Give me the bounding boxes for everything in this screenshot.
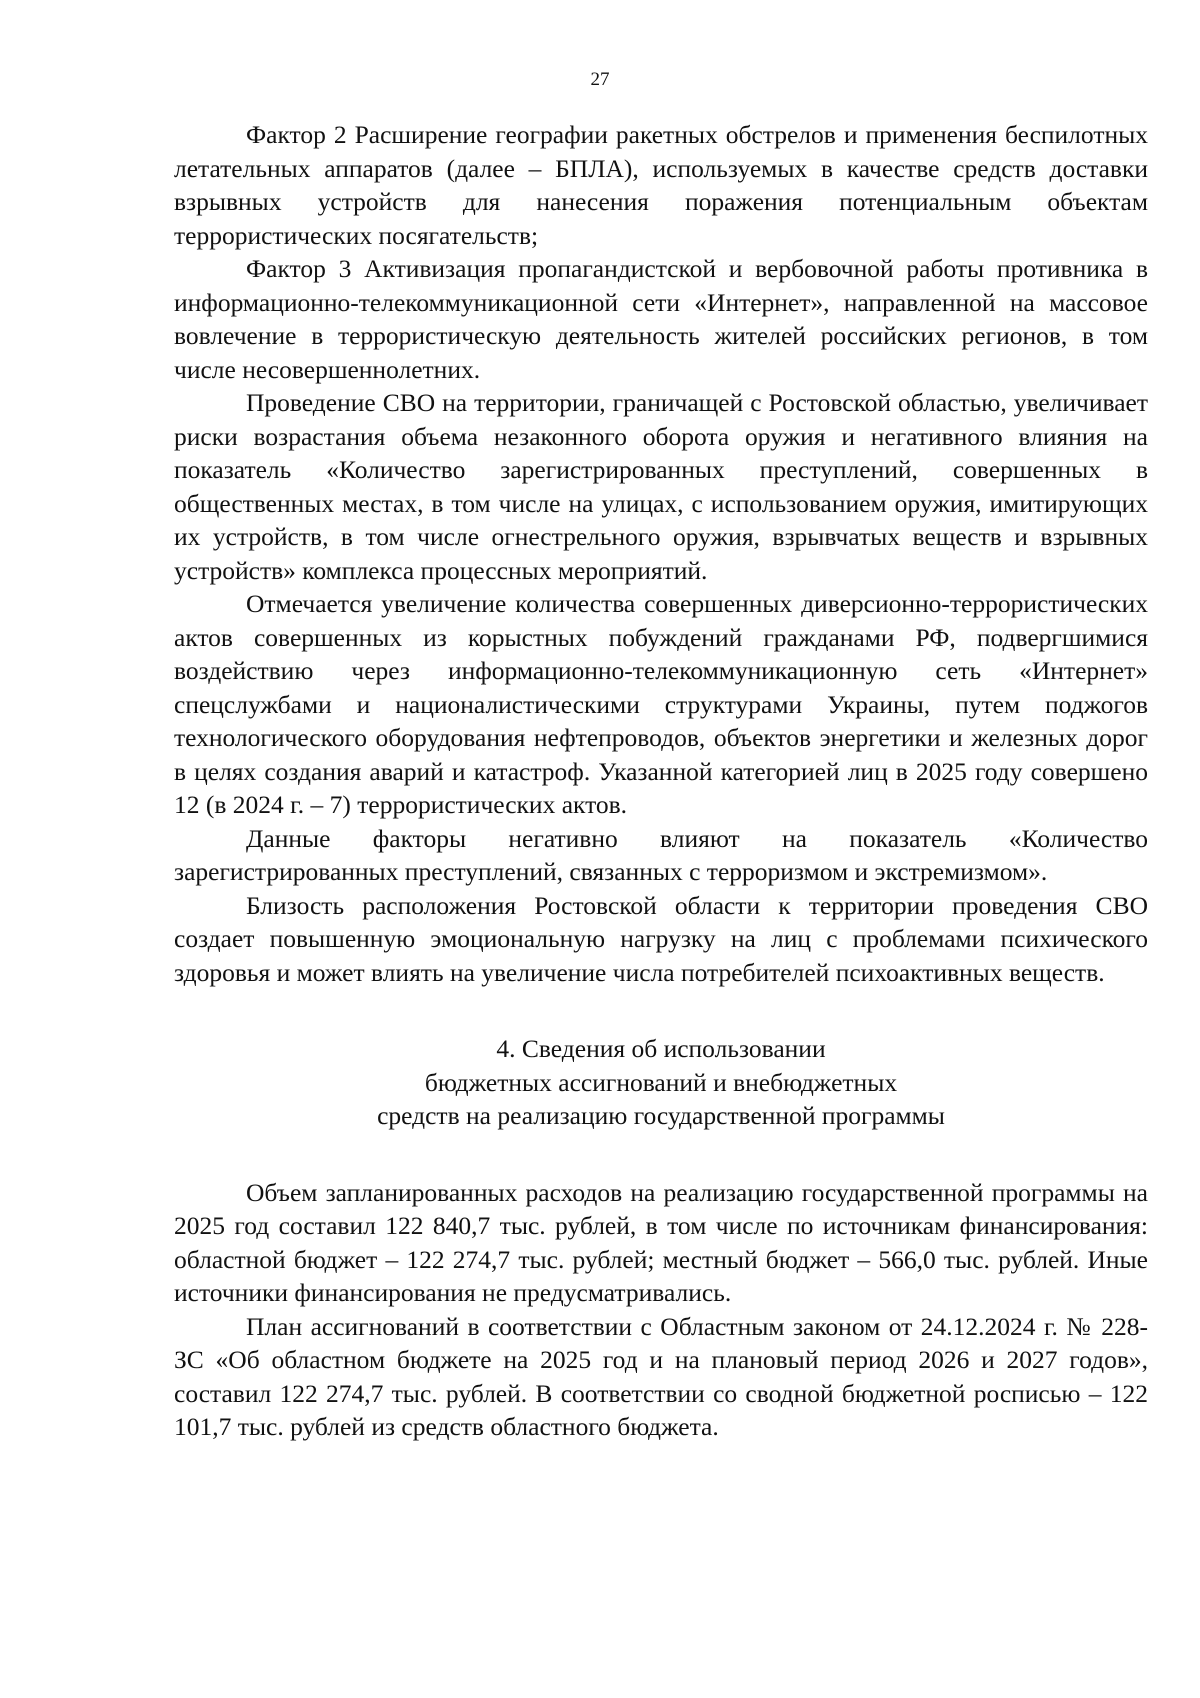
paragraph-allocation-plan: План ассигнований в соответствии с Областным законом от 24.12.2024 г. № 228-ЗС «Об областном бюджете на 2025 год и на плановый период 2026 и 2027 годов», составил 122 274,7 тыс. рублей. В соответствии со сводной бюджетной росписью – 122 101,7 тыс. рублей из средств областного бюджета. (174, 1311, 1148, 1441)
paragraph-terror-acts: Отмечается увеличение количества совершенных диверсионно-террористических актов совершенных из корыстных побуждений гражданами РФ, подвергшимися воздействию через информационно-телекоммуникационную сеть «Интернет» спецслужбами и националистическими структурами Украины, путем поджогов технологического оборудования нефтепроводов, объектов энергетики и железных дорог в целях создания аварий и катастроф. Указанной категорией лиц в 2025 году совершено 12 (в 2024 г. – 7) террористических актов. (174, 589, 1148, 819)
paragraph-factor-3: Фактор 3 Активизация пропагандистской и вербовочной работы противника в информационно-телекоммуникационной сети «Интернет», направленной на массовое вовлечение в террористическую деятельность жителей российских регионов, в том числе несовершеннолетних. (174, 254, 1148, 384)
paragraph-planned-expenses: Объем запланированных расходов на реализацию государственной программы на 2025 год составил 122 840,7 тыс. рублей, в том числе по источникам финансирования: областной бюджет – 122 274,7 тыс. рублей; местный бюджет – 566,0 тыс. рублей. Иные источники финансирования не предусматривались. (174, 1177, 1148, 1307)
section-heading-line-2: бюджетных ассигнований и внебюджетных (424, 1067, 898, 1097)
page-number: 27 (590, 69, 610, 90)
section-heading (174, 1032, 1148, 1133)
document-body (174, 118, 1148, 1444)
paragraph-svo-weapons: Проведение СВО на территории, граничащей с Ростовской областью, увеличивает риски возрастания объема незаконного оборота оружия и негативного влияния на показатель «Количество зарегистрированных преступлений, совершенных в общественных местах, в том числе на улицах, с использованием оружия, имитирующих их устройств, в том числе огнестрельного оружия, взрывчатых веществ и взрывных устройств» комплекса процессных мероприятий. (174, 388, 1148, 585)
paragraph-factors-impact: Данные факторы негативно влияют на показатель «Количество зарегистрированных преступлений, связанных с терроризмом и экстремизмом». (174, 823, 1148, 886)
paragraph-mental-health: Близость расположения Ростовской области к территории проведения СВО создает повышенную эмоциональную нагрузку на лиц с проблемами психического здоровья и может влиять на увеличение числа потребителей психоактивных веществ. (174, 890, 1148, 987)
section-heading-line-1: 4. Сведения об использовании (496, 1034, 826, 1063)
section-heading-line-3: средств на реализацию государственной программы (377, 1101, 945, 1130)
paragraph-factor-2: Фактор 2 Расширение географии ракетных обстрелов и применения беспилотных летательных аппаратов (далее – БПЛА), используемых в качестве средств доставки взрывных устройств для нанесения поражения потенциальным объектам террористических посягательств; (174, 120, 1148, 250)
